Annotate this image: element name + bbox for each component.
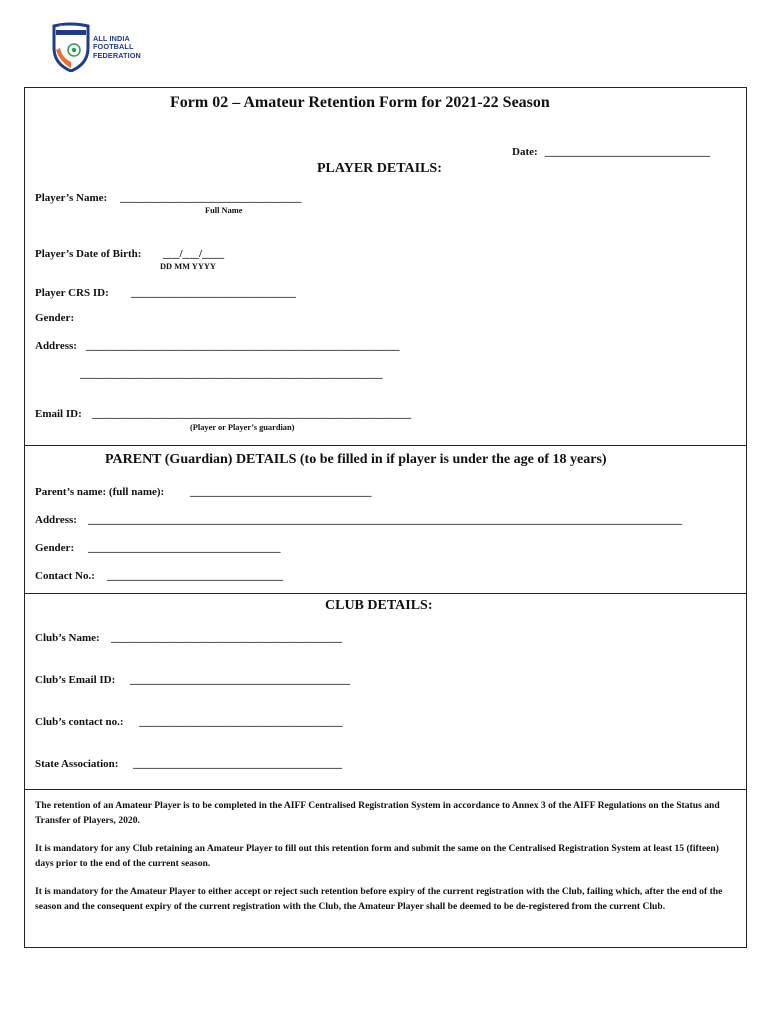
player-dob-hint: DD MM YYYY <box>160 262 216 271</box>
state-association-field[interactable]: ______________________________________ <box>133 758 342 770</box>
date-field[interactable]: ______________________________ <box>545 146 710 158</box>
club-details-heading: CLUB DETAILS: <box>325 598 433 613</box>
player-dob-field[interactable]: ___/___/____ <box>163 248 225 260</box>
parent-name-label: Parent’s name: (full name): <box>35 486 165 498</box>
note-paragraph-2: It is mandatory for any Club retaining an Amateur Player to fill out this retention form and submit the same on the Centralised Registration System at least 15 (fifteen) days prior to the end of the current season. <box>35 843 719 869</box>
player-crs-label: Player CRS ID: <box>35 287 109 299</box>
club-email-label: Club’s Email ID: <box>35 674 116 686</box>
note-paragraph-1: The retention of an Amateur Player is to be completed in the AIFF Centralised Registration System in accordance to Annex 3 of the AIFF Regulations on the Status and Transfer of Players, 2020. <box>35 800 720 826</box>
player-crs-field[interactable]: ______________________________ <box>131 287 296 299</box>
player-address-label: Address: <box>35 340 77 352</box>
section-divider-notes <box>25 789 746 790</box>
logo-line-football: FOOTBALL <box>93 42 134 52</box>
player-name-label: Player’s Name: <box>35 192 108 204</box>
player-dob-label: Player’s Date of Birth: <box>35 248 142 260</box>
club-contact-label: Club’s contact no.: <box>35 716 124 728</box>
club-name-label: Club’s Name: <box>35 632 100 644</box>
player-email-label: Email ID: <box>35 408 82 420</box>
parent-contact-label: Contact No.: <box>35 570 95 582</box>
parent-name-field[interactable]: _________________________________ <box>190 486 372 498</box>
logo-line-all-india: ALL INDIA <box>93 34 130 43</box>
club-name-field[interactable]: __________________________________________ <box>111 632 342 644</box>
section-divider-club <box>25 593 746 594</box>
player-name-field[interactable]: _________________________________ <box>120 192 302 204</box>
aiff-logo <box>50 22 160 72</box>
parent-address-field[interactable]: ____________________________________________________________________________________________________________ <box>88 514 682 526</box>
logo-line-federation: FEDERATION <box>93 50 141 60</box>
state-association-label: State Association: <box>35 758 119 770</box>
club-contact-field[interactable]: _____________________________________ <box>139 716 343 728</box>
player-address-field-2[interactable]: _______________________________________________________ <box>80 368 383 380</box>
logo-country: INDIA <box>59 25 78 32</box>
parent-gender-label: Gender: <box>35 542 75 554</box>
retention-notes <box>35 798 735 927</box>
parent-contact-field[interactable]: ________________________________ <box>107 570 283 582</box>
player-name-hint: Full Name <box>205 206 243 215</box>
player-details-heading: PLAYER DETAILS: <box>317 161 442 176</box>
section-divider-parent <box>25 445 746 446</box>
club-email-field[interactable]: ________________________________________ <box>130 674 350 686</box>
note-paragraph-3: It is mandatory for the Amateur Player to either accept or reject such retention before expiry of the current registration with the Club, failing which, after the end of the season and the consequent expiry of the current registration with the Club, the Amateur Player shall be deemed to be de-registered from the current Club. <box>35 886 723 912</box>
player-gender-label: Gender: <box>35 312 75 324</box>
player-address-field-1[interactable]: _________________________________________________________ <box>86 340 400 352</box>
parent-gender-field[interactable]: ___________________________________ <box>88 542 281 554</box>
form-frame <box>24 87 747 948</box>
player-email-field[interactable]: __________________________________________________________ <box>92 408 411 420</box>
player-email-hint: (Player or Player’s guardian) <box>190 423 295 432</box>
parent-address-label: Address: <box>35 514 77 526</box>
form-title: Form 02 – Amateur Retention Form for 2021-22 Season <box>170 94 550 111</box>
parent-details-heading: PARENT (Guardian) DETAILS (to be filled in if player is under the age of 18 years) <box>105 452 607 467</box>
date-label: Date: <box>512 146 538 158</box>
